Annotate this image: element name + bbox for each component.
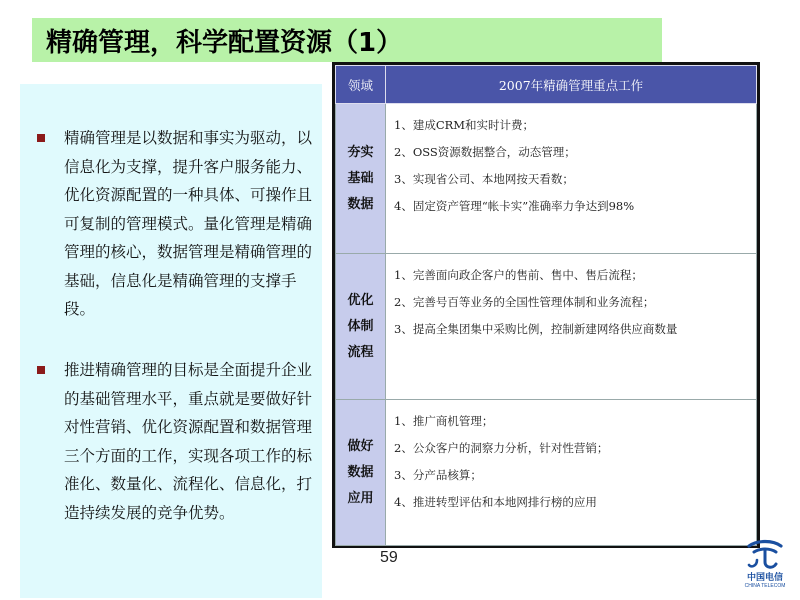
header-domain: 领域 [336,66,386,104]
title-banner [32,18,662,62]
work-item: 3、提高全集团集中采购比例，控制新建网络供应商数量 [394,322,678,336]
bullet-item [30,124,314,324]
domain-line: 流程 [347,344,374,360]
table-row [336,104,757,254]
table-header-row [336,66,757,104]
work-item: 4、固定资产管理“帐卡实”准确率力争达到98% [394,199,635,213]
work-item: 1、推广商机管理； [394,414,494,428]
square-bullet-icon [37,366,45,374]
bullet-item [30,356,314,527]
bullet-text: 精确管理是以数据和事实为驱动，以信息化为支撑，提升客户服务能力、优化资源配置的一种具体、可操作且可复制的管理模式。量化管理是精确管理的核心，数据管理是精确管理的基础，信息化是精确管理的支撑手段。 [64,129,313,318]
key-work-table [332,62,760,548]
work-item: 1、建成CRM和实时计费； [394,118,535,132]
header-key-work: 2007年精确管理重点工作 [386,66,757,104]
domain-line: 基础 [347,170,374,186]
table-row [336,400,757,546]
telecom-logo-icon [745,538,785,572]
domain-line: 数据 [347,196,374,212]
domain-line: 体制 [347,318,374,334]
left-text-panel [20,84,322,598]
domain-line: 应用 [347,490,374,506]
work-items-cell [386,254,757,400]
work-item: 2、完善号百等业务的全国性管理体制和业务流程； [394,295,655,309]
page-title: 精确管理，科学配置资源（1） [46,27,403,58]
domain-cell [336,104,386,254]
domain-line: 做好 [347,438,374,454]
work-items-cell [386,104,757,254]
domain-line: 夯实 [347,144,374,160]
china-telecom-logo [736,538,794,598]
table-row [336,254,757,400]
work-item: 2、公众客户的洞察力分析，针对性营销； [394,441,609,455]
logo-name-en: CHINA TELECOM [744,583,786,589]
work-item: 3、实现省公司、本地网按天看数； [394,172,574,186]
work-item: 4、推进转型评估和本地网排行榜的应用 [394,495,597,509]
domain-cell [336,254,386,400]
work-item: 3、分产品核算； [394,468,482,482]
square-bullet-icon [37,134,45,142]
domain-cell [336,400,386,546]
table [335,65,757,546]
work-item: 2、OSS资源数据整合，动态管理； [394,145,576,159]
page-number: 59 [380,549,398,566]
domain-line: 优化 [347,292,374,308]
domain-line: 数据 [347,464,374,480]
logo-name-cn: 中国电信 [746,573,783,583]
bullet-text: 推进精确管理的目标是全面提升企业的基础管理水平，重点就是要做好针对性营销、优化资源配置和数据管理三个方面的工作，实现各项工作的标准化、数量化、流程化、信息化，打造持续发展的竞争优势。 [64,361,313,522]
work-items-cell [386,400,757,546]
work-item: 1、完善面向政企客户的售前、售中、售后流程； [394,268,643,282]
